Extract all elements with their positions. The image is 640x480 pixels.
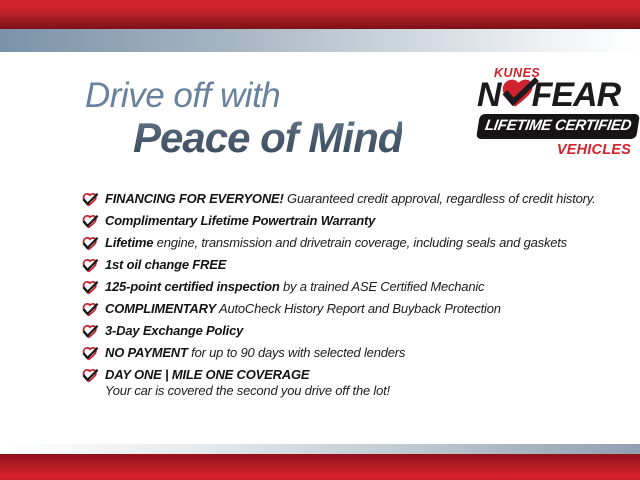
benefit-item	[80, 302, 600, 317]
headline-line2: Peace of Mind	[133, 114, 403, 162]
benefits-list	[80, 192, 600, 406]
bottom-red-bar	[0, 454, 640, 480]
bottom-slate-accent-bar	[0, 444, 640, 454]
heart-check-bullet-icon	[79, 302, 100, 317]
heart-check-bullet-icon	[79, 346, 100, 361]
lifetime-certified-label: LIFETIME CERTIFIED	[483, 117, 633, 134]
benefit-rest-text: AutoCheck History Report and Buyback Protection	[218, 301, 501, 316]
kunes-wordmark: KUNES	[494, 66, 541, 80]
benefit-bold-text: 1st oil change FREE	[105, 257, 227, 272]
benefit-rest-text: engine, transmission and drivetrain coverage, including seals and gaskets	[156, 235, 567, 250]
benefit-item	[80, 258, 600, 273]
benefit-item	[80, 214, 600, 229]
heart-check-bullet-icon	[79, 258, 100, 273]
heart-check-bullet-icon	[79, 214, 100, 229]
heart-check-bullet-icon	[79, 368, 100, 383]
benefit-bold-text: 125-point certified inspection	[105, 279, 280, 294]
no-fear-fear: FEAR	[531, 76, 621, 114]
top-slate-accent-bar	[0, 29, 640, 52]
vehicles-label: VEHICLES	[556, 142, 631, 158]
benefit-rest-text: Guaranteed credit approval, regardless of credit history.	[287, 191, 596, 206]
benefit-bold-text: NO PAYMENT	[105, 345, 188, 360]
benefit-bold-text: FINANCING FOR EVERYONE!	[105, 191, 284, 206]
benefit-rest-text: by a trained ASE Certified Mechanic	[283, 279, 485, 294]
headline-line1: Drive off with	[85, 76, 281, 115]
benefit-item	[80, 346, 600, 361]
benefit-rest-text: for up to 90 days with selected lenders	[191, 345, 406, 360]
benefit-item	[80, 368, 600, 399]
headline	[85, 76, 403, 162]
benefit-item	[80, 280, 600, 295]
benefit-item	[80, 324, 600, 339]
benefit-item	[80, 236, 600, 251]
heart-check-bullet-icon	[79, 280, 100, 295]
benefit-bold-text: 3-Day Exchange Policy	[105, 323, 244, 338]
brand-logo	[477, 66, 633, 158]
benefit-subtext: Your car is covered the second you drive off the lot!	[105, 383, 390, 399]
benefit-item	[80, 192, 600, 207]
heart-check-icon	[494, 75, 539, 111]
no-fear-wordmark	[477, 78, 633, 112]
heart-check-bullet-icon	[79, 236, 100, 251]
benefit-bold-text: COMPLIMENTARY	[105, 301, 217, 316]
heart-check-bullet-icon	[79, 324, 100, 339]
lifetime-certified-badge	[476, 114, 640, 139]
no-fear-n: N	[477, 76, 501, 114]
top-red-bar	[0, 0, 640, 29]
benefit-bold-text: Lifetime	[105, 235, 154, 250]
benefit-bold-text: DAY ONE | MILE ONE COVERAGE	[105, 367, 310, 382]
benefit-bold-text: Complimentary Lifetime Powertrain Warranty	[105, 213, 376, 228]
heart-check-bullet-icon	[79, 192, 100, 207]
